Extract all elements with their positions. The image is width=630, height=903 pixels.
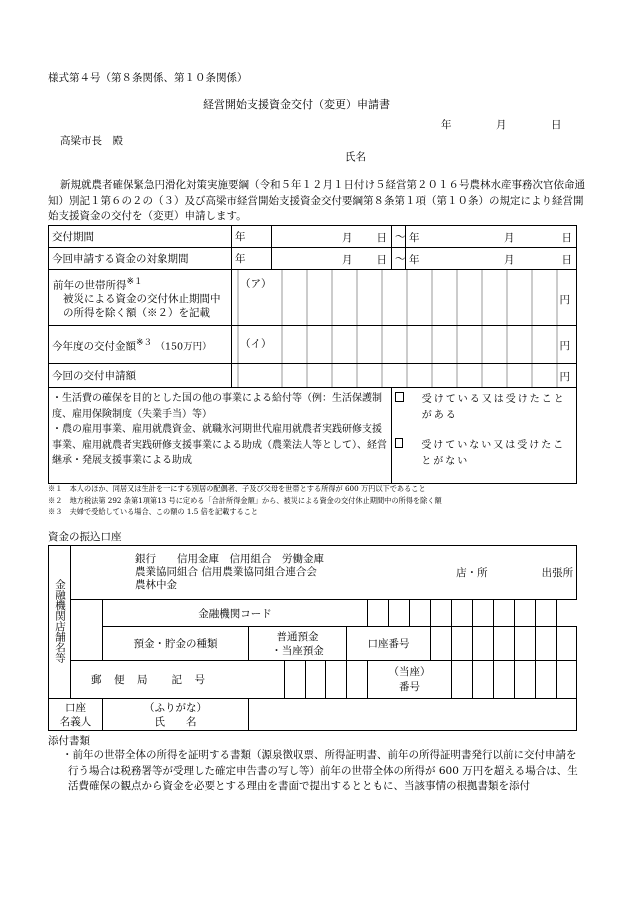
period-row <box>49 226 577 248</box>
deposit-kind-label: 預金・貯金の種類 <box>103 627 249 661</box>
account-number-label: 口座番号 <box>347 627 431 661</box>
applicant-name-label: 氏名 <box>345 151 366 163</box>
benefit-row <box>49 388 577 484</box>
amount-note: （150万円） <box>155 341 212 353</box>
intro-text: 新規就農者確保緊急円滑化対策実施要綱（令和５年１２月１日付け５経営第２０１６号農林水産事務次官依命通知）別記１第６の２の（３）及び高梁市経営開始支援資金交付要綱第８条第１項（第１０条）の規定により経営開始支援資金の交付を（変更）申請します。 <box>48 179 585 222</box>
target-label: 今回申請する資金の対象期間 <box>49 248 232 270</box>
income-amount-field[interactable] <box>232 270 577 326</box>
institution-types[interactable]: 銀行 信用金庫 信用組合 労働金庫 農業協同組合 信用農業協同組合連合会 農林中金 <box>71 546 389 600</box>
post-office-label: 郵 便 局 記 号 <box>71 661 285 699</box>
note-2: ※２ 地方税法第 292 条第1項第13 号に定める「合計所得金額」から、被災による資金の交付休止期間中の所得を除く額 <box>48 496 442 505</box>
period-start-day: 日 <box>376 232 387 244</box>
holder-label: 口座 名義人 <box>49 699 103 731</box>
option-received[interactable]: 受けている又は受けたことがある <box>395 392 573 424</box>
sub-branch-label[interactable]: 出張所 <box>494 546 577 600</box>
application-table <box>48 225 577 484</box>
bank-table <box>48 545 577 731</box>
period-end-year: 年 <box>409 232 420 244</box>
this-request-row <box>49 364 577 388</box>
income-label: 前年の世帯所得 <box>53 279 127 292</box>
amount-i-mark: （イ） <box>240 338 272 350</box>
bank-code-label: 金融機関コード <box>103 600 368 627</box>
attachment-text: ・前年の世帯全体の所得を証明する書類（源泉徴収票、所得証明書、前年の所得証明書発行以前に交付申請を行う場合は税務署等が受理した確定申告書の写し等）前年の世帯全体の所得が 600 万円を超える場合は、生活費確保の観点から資金を必要とする理由を書面で提出するとともに、当該事情の根拠書類を添付 <box>62 749 578 792</box>
furigana-label: （ふりがな） 氏 名 <box>103 699 249 731</box>
this-request-yen: 円 <box>559 371 570 383</box>
code-box-1[interactable] <box>368 600 389 627</box>
period-label: 交付期間 <box>49 226 232 248</box>
this-request-field[interactable] <box>232 364 577 388</box>
this-request-label: 今回の交付申請額 <box>49 364 232 388</box>
amount-yen: 円 <box>559 340 570 352</box>
form-number: 様式第４号（第８条関係、第１０条関係） <box>48 72 248 84</box>
branch-label[interactable]: 店・所 <box>389 546 494 600</box>
period-start-month: 月 <box>342 232 353 244</box>
income-a-mark: （ア） <box>240 278 272 290</box>
period-end-day: 日 <box>561 232 572 244</box>
date-day: 日 <box>551 119 562 131</box>
period-end-month: 月 <box>504 232 515 244</box>
checkbox-not-received[interactable] <box>395 438 403 448</box>
benefit-text: ・生活費の確保を目的とした国の他の事業による給付等（例：生活保護制度、雇用保険制度（失業手当）等） ・農の雇用事業、雇用就農資金、就職氷河期世代雇用就農者実践研修支援事業、雇用就農者実践研修支援事業による助成（農業法人等として）、経営継承・発展支援事業による助成 <box>49 388 392 484</box>
toza-number-label: （当座） 番号 <box>368 661 452 699</box>
amount-label: 今年度の交付金額 <box>52 340 136 353</box>
tilde: 〜 <box>392 226 406 248</box>
income-mark: ※１ <box>126 276 143 287</box>
income-yen: 円 <box>559 294 570 306</box>
note-1: ※１ 本人のほか、同居又は生計を一にする別居の配偶者、子及び父母を世帯とする所得が 600 万円以下であること <box>48 484 426 493</box>
amount-mark: ※３ <box>136 338 153 349</box>
target-row: 今回申請する資金の対象期間 年 月 日 〜 年 月 日 <box>49 248 577 270</box>
target-start-year[interactable]: 年 <box>232 248 272 270</box>
period-start-year[interactable]: 年 <box>232 226 272 248</box>
amount-field[interactable] <box>232 326 577 364</box>
checkbox-received[interactable] <box>395 392 404 402</box>
income-note: 被災による資金の交付休止期間中の所得を除く額（※２）を記載 <box>63 293 221 320</box>
bank-heading: 資金の振込口座 <box>48 531 122 543</box>
date-month: 月 <box>496 119 507 131</box>
attachment-heading: 添付書類 <box>48 735 90 747</box>
amount-row <box>49 326 577 364</box>
option-not-received[interactable]: 受けていない又は受けたことがない <box>395 438 573 470</box>
page-title: 経営開始支援資金交付（変更）申請書 <box>203 98 390 111</box>
addressee: 高梁市長 殿 <box>60 135 123 147</box>
deposit-kind-options[interactable]: 普通預金 ・当座預金 <box>249 627 347 661</box>
holder-name-field[interactable] <box>249 699 577 731</box>
date-year: 年 <box>441 119 452 131</box>
note-3: ※３ 夫婦で受給している場合、この額の 1.5 倍を記載すること <box>48 507 259 516</box>
income-row <box>49 270 577 326</box>
bank-vertical-label: 金融機関店舗名等 <box>54 578 66 663</box>
